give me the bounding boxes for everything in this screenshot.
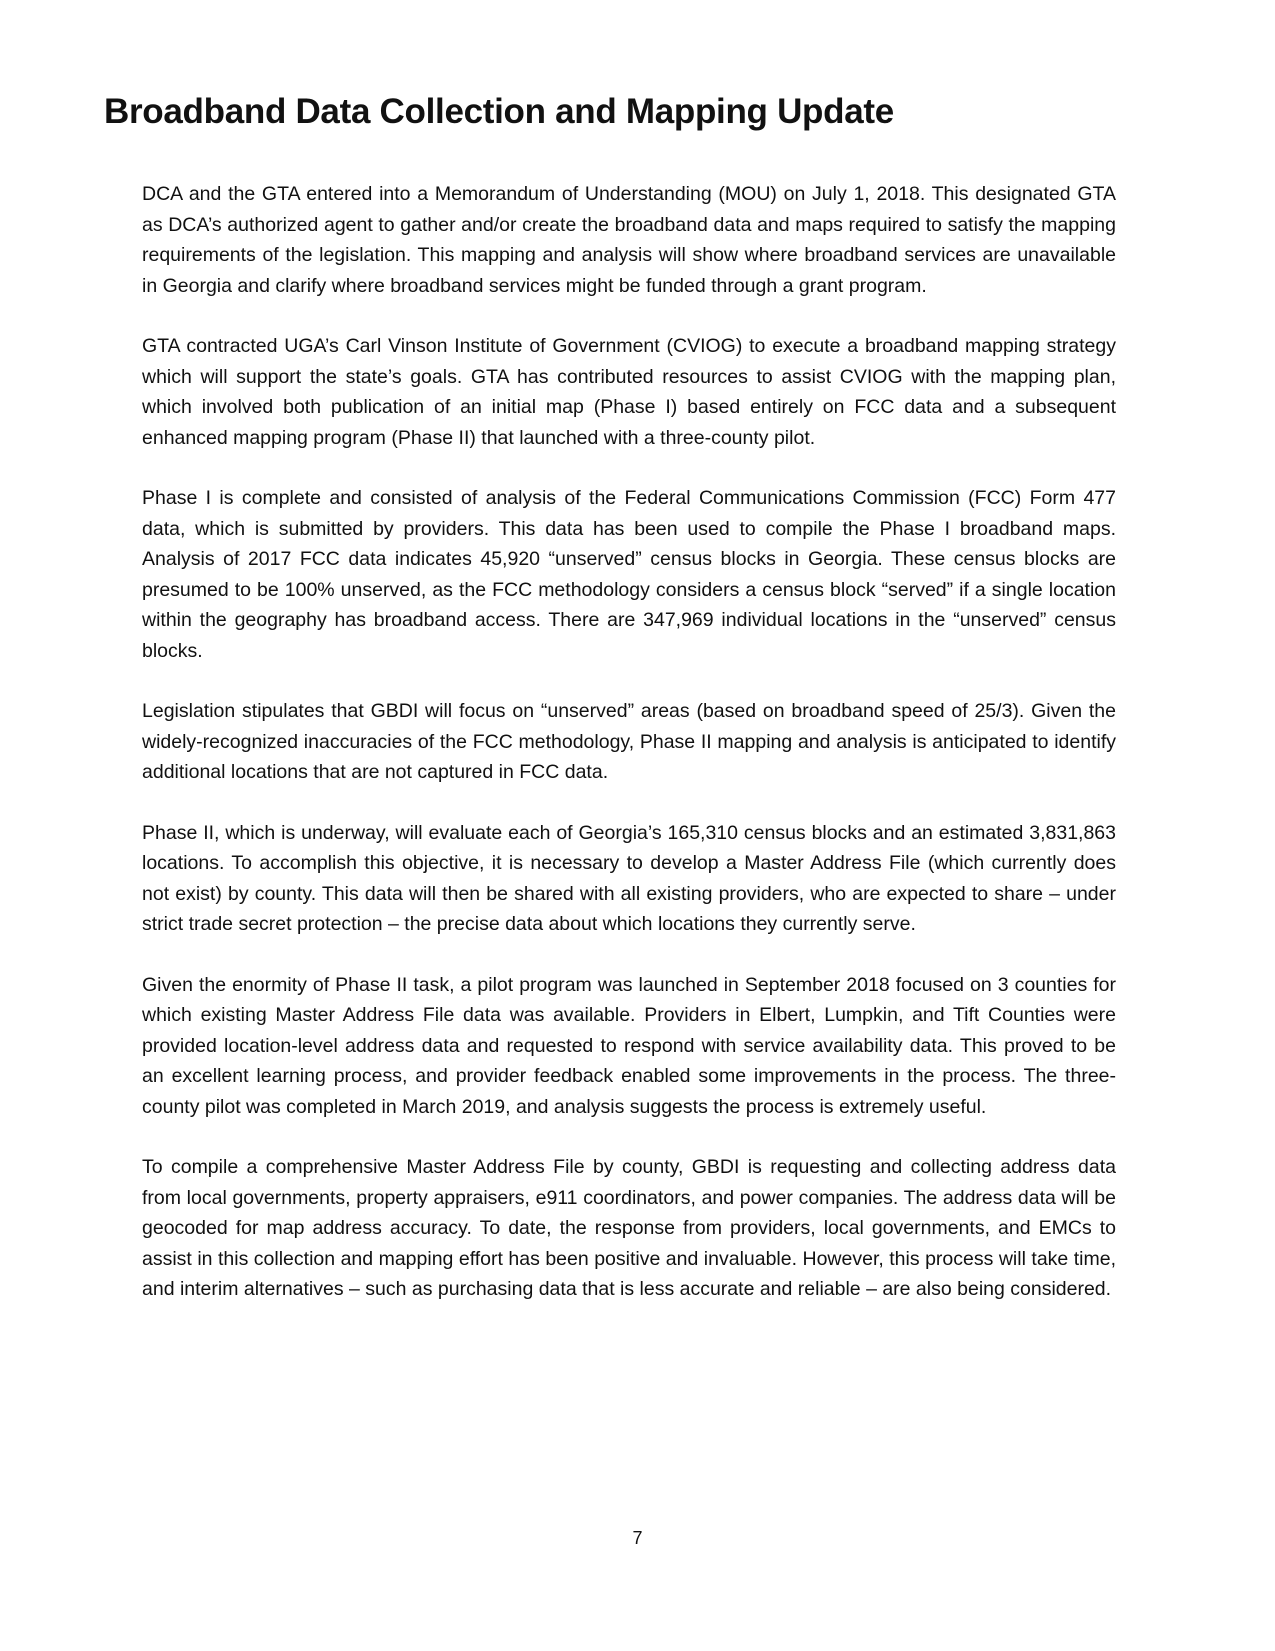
body-text <box>142 179 1116 1335</box>
paragraph-cviog: GTA contracted UGA’s Carl Vinson Institute of Government (CVIOG) to execute a broadband mapping strategy which will support the state’s goals. GTA has contributed resources to assist CVIOG with the mapping plan, which involved both publication of an initial map (Phase I) based entirely on FCC data and a subsequent enhanced mapping program (Phase II) that launched with a three-county pilot. <box>142 335 1116 449</box>
paragraph-legislation: Legislation stipulates that GBDI will focus on “unserved” areas (based on broadband speed of 25/3). Given the widely-recognized inaccuracies of the FCC methodology, Phase II mapping and analysis is anticipated to identify additional locations that are not captured in FCC data. <box>142 700 1116 783</box>
paragraph-phase-one: Phase I is complete and consisted of analysis of the Federal Communications Commission (FCC) Form 477 data, which is submitted by providers. This data has been used to compile the Phase I broadband maps. Analysis of 2017 FCC data indicates 45,920 “unserved” census blocks in Georgia. These census blocks are presumed to be 100% unserved, as the FCC methodology considers a census block “served” if a single location within the geography has broadband access. There are 347,969 individual locations in the “unserved” census blocks. <box>142 487 1116 662</box>
paragraph-mou: DCA and the GTA entered into a Memorandum of Understanding (MOU) on July 1, 2018. This designated GTA as DCA’s authorized agent to gather and/or create the broadband data and maps required to satisfy the mapping requirements of the legislation. This mapping and analysis will show where broadband services are unavailable in Georgia and clarify where broadband services might be funded through a grant program. <box>142 183 1116 297</box>
page-title: Broadband Data Collection and Mapping Update <box>104 92 894 131</box>
paragraph-phase-two: Phase II, which is underway, will evaluate each of Georgia’s 165,310 census blocks and an estimated 3,831,863 locations. To accomplish this objective, it is necessary to develop a Master Address File (which currently does not exist) by county. This data will then be shared with all existing providers, who are expected to share – under strict trade secret protection – the precise data about which locations they currently serve. <box>142 821 1116 935</box>
paragraph-pilot: Given the enormity of Phase II task, a pilot program was launched in September 2018 focused on 3 counties for which existing Master Address File data was available. Providers in Elbert, Lumpkin, and Tift Counties were provided location-level address data and requested to respond with service availability data. This proved to be an excellent learning process, and provider feedback enabled some improvements in the process. The three-county pilot was completed in March 2019, and analysis suggests the process is extremely useful. <box>142 973 1116 1118</box>
page-number: 7 <box>632 1528 643 1548</box>
paragraph-master-address-file: To compile a comprehensive Master Address File by county, GBDI is requesting and collecting address data from local governments, property appraisers, e911 coordinators, and power companies. The address data will be geocoded for map address accuracy. To date, the response from providers, local governments, and EMCs to assist in this collection and mapping effort has been positive and invaluable. However, this process will take time, and interim alternatives – such as purchasing data that is less accurate and reliable – are also being considered. <box>142 1156 1116 1300</box>
